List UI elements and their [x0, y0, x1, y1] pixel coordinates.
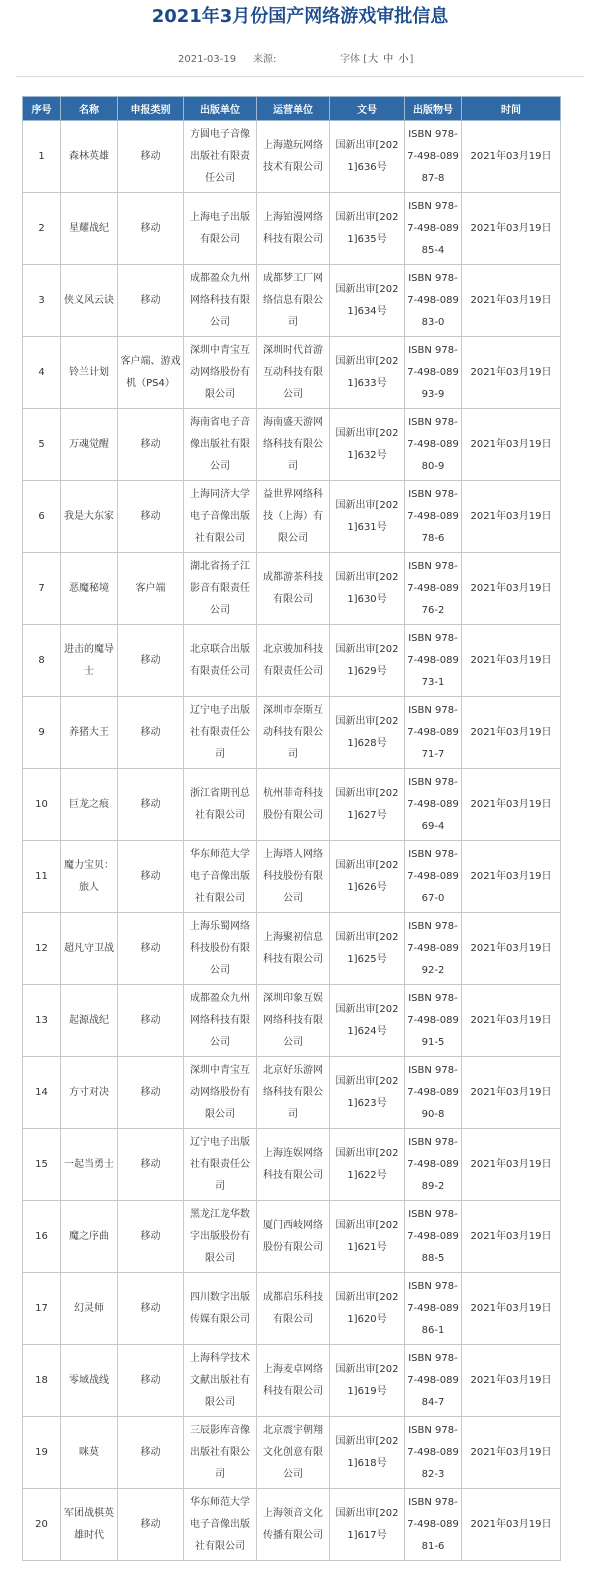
cell-operator: 厦门西岐网络股份有限公司 [257, 1201, 330, 1273]
cell-index: 3 [23, 265, 61, 337]
cell-date: 2021年03月19日 [462, 553, 561, 625]
table-row [23, 841, 561, 913]
table-row [23, 121, 561, 193]
cell-category: 移动 [118, 697, 184, 769]
header-index: 序号 [23, 97, 61, 121]
cell-approval-number: 国新出审[2021]631号 [330, 481, 405, 553]
table-row [23, 481, 561, 553]
cell-approval-number: 国新出审[2021]617号 [330, 1489, 405, 1561]
cell-publisher: 辽宁电子出版社有限责任公司 [184, 697, 257, 769]
cell-name: 军团战棋英雄时代 [61, 1489, 118, 1561]
cell-category: 移动 [118, 1345, 184, 1417]
cell-name: 养猪大王 [61, 697, 118, 769]
cell-name: 幻灵师 [61, 1273, 118, 1345]
cell-isbn: ISBN 978-7-498-08987-8 [405, 121, 462, 193]
cell-date: 2021年03月19日 [462, 1489, 561, 1561]
table-row [23, 1489, 561, 1561]
table-row [23, 985, 561, 1057]
font-bracket-close: ] [409, 54, 414, 65]
cell-index: 4 [23, 337, 61, 409]
cell-approval-number: 国新出审[2021]627号 [330, 769, 405, 841]
cell-approval-number: 国新出审[2021]629号 [330, 625, 405, 697]
cell-category: 移动 [118, 1273, 184, 1345]
cell-operator: 杭州菲奇科技股份有限公司 [257, 769, 330, 841]
cell-approval-number: 国新出审[2021]628号 [330, 697, 405, 769]
cell-category: 移动 [118, 1417, 184, 1489]
cell-isbn: ISBN 978-7-498-08980-9 [405, 409, 462, 481]
cell-publisher: 浙江省期刊总社有限公司 [184, 769, 257, 841]
cell-publisher: 华东师范大学电子音像出版社有限公司 [184, 841, 257, 913]
cell-index: 11 [23, 841, 61, 913]
header-publisher: 出版单位 [184, 97, 257, 121]
cell-category: 移动 [118, 769, 184, 841]
cell-approval-number: 国新出审[2021]618号 [330, 1417, 405, 1489]
page-title: 2021年3月份国产网络游戏审批信息 [151, 6, 449, 27]
cell-operator: 上海领音文化传播有限公司 [257, 1489, 330, 1561]
cell-category: 移动 [118, 265, 184, 337]
font-label: 字体 [340, 54, 360, 65]
cell-index: 13 [23, 985, 61, 1057]
cell-index: 8 [23, 625, 61, 697]
font-bracket-open: [ [363, 54, 368, 65]
cell-name: 超凡守卫战 [61, 913, 118, 985]
cell-date: 2021年03月19日 [462, 985, 561, 1057]
cell-name: 零域战线 [61, 1345, 118, 1417]
cell-isbn: ISBN 978-7-498-08978-6 [405, 481, 462, 553]
cell-category: 移动 [118, 625, 184, 697]
cell-approval-number: 国新出审[2021]634号 [330, 265, 405, 337]
cell-date: 2021年03月19日 [462, 265, 561, 337]
cell-approval-number: 国新出审[2021]619号 [330, 1345, 405, 1417]
cell-date: 2021年03月19日 [462, 1345, 561, 1417]
cell-date: 2021年03月19日 [462, 481, 561, 553]
cell-publisher: 北京联合出版有限责任公司 [184, 625, 257, 697]
cell-approval-number: 国新出审[2021]633号 [330, 337, 405, 409]
cell-approval-number: 国新出审[2021]632号 [330, 409, 405, 481]
cell-date: 2021年03月19日 [462, 121, 561, 193]
cell-name: 起源战纪 [61, 985, 118, 1057]
cell-operator: 深圳印象互娱网络科技有限公司 [257, 985, 330, 1057]
cell-isbn: ISBN 978-7-498-08981-6 [405, 1489, 462, 1561]
header-category: 申报类别 [118, 97, 184, 121]
cell-index: 6 [23, 481, 61, 553]
cell-index: 1 [23, 121, 61, 193]
cell-approval-number: 国新出审[2021]636号 [330, 121, 405, 193]
table-row [23, 553, 561, 625]
cell-category: 移动 [118, 481, 184, 553]
cell-name: 咪莫 [61, 1417, 118, 1489]
cell-date: 2021年03月19日 [462, 1201, 561, 1273]
cell-publisher: 华东师范大学电子音像出版社有限公司 [184, 1489, 257, 1561]
table-row [23, 697, 561, 769]
header-isbn: 出版物号 [405, 97, 462, 121]
cell-operator: 北京骏加科技有限责任公司 [257, 625, 330, 697]
cell-category: 客户端、游戏机（PS4） [118, 337, 184, 409]
cell-operator: 上海聚初信息科技有限公司 [257, 913, 330, 985]
table-row [23, 1129, 561, 1201]
cell-index: 16 [23, 1201, 61, 1273]
cell-publisher: 方圆电子音像出版社有限责任公司 [184, 121, 257, 193]
cell-operator: 上海塔人网络科技股份有限公司 [257, 841, 330, 913]
cell-date: 2021年03月19日 [462, 841, 561, 913]
cell-operator: 成都启乐科技有限公司 [257, 1273, 330, 1345]
cell-isbn: ISBN 978-7-498-08984-7 [405, 1345, 462, 1417]
cell-operator: 上海连娱网络科技有限公司 [257, 1129, 330, 1201]
cell-date: 2021年03月19日 [462, 1129, 561, 1201]
cell-name: 我是大东家 [61, 481, 118, 553]
cell-name: 方寸对决 [61, 1057, 118, 1129]
cell-publisher: 上海科学技术文献出版社有限公司 [184, 1345, 257, 1417]
cell-date: 2021年03月19日 [462, 1057, 561, 1129]
cell-publisher: 黑龙江龙华数字出版股份有限公司 [184, 1201, 257, 1273]
cell-category: 移动 [118, 193, 184, 265]
cell-publisher: 辽宁电子出版社有限责任公司 [184, 1129, 257, 1201]
cell-approval-number: 国新出审[2021]635号 [330, 193, 405, 265]
cell-category: 客户端 [118, 553, 184, 625]
cell-operator: 益世界网络科技（上海）有限公司 [257, 481, 330, 553]
header-name: 名称 [61, 97, 118, 121]
cell-name: 星耀战纪 [61, 193, 118, 265]
cell-approval-number: 国新出审[2021]621号 [330, 1201, 405, 1273]
cell-isbn: ISBN 978-7-498-08971-7 [405, 697, 462, 769]
cell-index: 15 [23, 1129, 61, 1201]
cell-publisher: 深圳中青宝互动网络股份有限公司 [184, 337, 257, 409]
table-row [23, 409, 561, 481]
cell-name: 铃兰计划 [61, 337, 118, 409]
cell-operator: 成都梦工厂网络信息有限公司 [257, 265, 330, 337]
header-approval-number: 文号 [330, 97, 405, 121]
publish-date: 2021-03-19 [178, 54, 237, 65]
font-size-small-link[interactable]: 小 [398, 54, 409, 65]
approval-table [22, 96, 561, 1561]
cell-isbn: ISBN 978-7-498-08982-3 [405, 1417, 462, 1489]
cell-category: 移动 [118, 121, 184, 193]
source-label: 来源: [253, 54, 277, 65]
cell-index: 17 [23, 1273, 61, 1345]
cell-operator: 深圳时代首游互动科技有限公司 [257, 337, 330, 409]
table-row [23, 769, 561, 841]
cell-name: 巨龙之痕 [61, 769, 118, 841]
cell-approval-number: 国新出审[2021]630号 [330, 553, 405, 625]
cell-operator: 北京好乐游网络科技有限公司 [257, 1057, 330, 1129]
cell-isbn: ISBN 978-7-498-08992-2 [405, 913, 462, 985]
table-header-row [23, 97, 561, 121]
cell-index: 7 [23, 553, 61, 625]
cell-publisher: 湖北省扬子江影音有限责任公司 [184, 553, 257, 625]
cell-publisher: 成都盈众九州网络科技有限公司 [184, 265, 257, 337]
cell-category: 移动 [118, 1489, 184, 1561]
font-size-switcher [340, 50, 413, 70]
cell-name: 森林英雄 [61, 121, 118, 193]
table-row [23, 1201, 561, 1273]
cell-category: 移动 [118, 1201, 184, 1273]
cell-index: 18 [23, 1345, 61, 1417]
cell-category: 移动 [118, 409, 184, 481]
header-date: 时间 [462, 97, 561, 121]
cell-operator: 上海铂漫网络科技有限公司 [257, 193, 330, 265]
table-row [23, 1057, 561, 1129]
article-meta [0, 50, 600, 70]
header-divider [16, 76, 584, 77]
cell-date: 2021年03月19日 [462, 409, 561, 481]
cell-date: 2021年03月19日 [462, 625, 561, 697]
cell-name: 万魂觉醒 [61, 409, 118, 481]
cell-date: 2021年03月19日 [462, 337, 561, 409]
cell-approval-number: 国新出审[2021]626号 [330, 841, 405, 913]
cell-index: 10 [23, 769, 61, 841]
cell-name: 魔力宝贝：旅人 [61, 841, 118, 913]
cell-index: 14 [23, 1057, 61, 1129]
cell-isbn: ISBN 978-7-498-08986-1 [405, 1273, 462, 1345]
cell-index: 12 [23, 913, 61, 985]
cell-approval-number: 国新出审[2021]623号 [330, 1057, 405, 1129]
cell-approval-number: 国新出审[2021]622号 [330, 1129, 405, 1201]
cell-index: 20 [23, 1489, 61, 1561]
cell-name: 魔之序曲 [61, 1201, 118, 1273]
cell-date: 2021年03月19日 [462, 913, 561, 985]
cell-publisher: 上海乐蜀网络科技股份有限公司 [184, 913, 257, 985]
cell-publisher: 三辰影库音像出版社有限公司 [184, 1417, 257, 1489]
header-operator: 运营单位 [257, 97, 330, 121]
cell-publisher: 上海同济大学电子音像出版社有限公司 [184, 481, 257, 553]
cell-isbn: ISBN 978-7-498-08991-5 [405, 985, 462, 1057]
font-size-medium-link[interactable]: 中 [383, 54, 394, 65]
cell-date: 2021年03月19日 [462, 697, 561, 769]
cell-isbn: ISBN 978-7-498-08989-2 [405, 1129, 462, 1201]
cell-operator: 海南盛天游网络科技有限公司 [257, 409, 330, 481]
cell-category: 移动 [118, 841, 184, 913]
cell-isbn: ISBN 978-7-498-08969-4 [405, 769, 462, 841]
cell-name: 一起当勇士 [61, 1129, 118, 1201]
cell-date: 2021年03月19日 [462, 1273, 561, 1345]
table-row [23, 625, 561, 697]
cell-approval-number: 国新出审[2021]624号 [330, 985, 405, 1057]
cell-category: 移动 [118, 1057, 184, 1129]
cell-approval-number: 国新出审[2021]625号 [330, 913, 405, 985]
cell-isbn: ISBN 978-7-498-08973-1 [405, 625, 462, 697]
table-row [23, 1417, 561, 1489]
cell-index: 9 [23, 697, 61, 769]
cell-isbn: ISBN 978-7-498-08983-0 [405, 265, 462, 337]
cell-index: 2 [23, 193, 61, 265]
cell-isbn: ISBN 978-7-498-08990-8 [405, 1057, 462, 1129]
cell-publisher: 海南省电子音像出版社有限公司 [184, 409, 257, 481]
cell-publisher: 成都盈众九州网络科技有限公司 [184, 985, 257, 1057]
cell-date: 2021年03月19日 [462, 193, 561, 265]
cell-isbn: ISBN 978-7-498-08988-5 [405, 1201, 462, 1273]
cell-index: 19 [23, 1417, 61, 1489]
cell-name: 侠义风云诀 [61, 265, 118, 337]
cell-category: 移动 [118, 913, 184, 985]
cell-approval-number: 国新出审[2021]620号 [330, 1273, 405, 1345]
cell-publisher: 上海电子出版有限公司 [184, 193, 257, 265]
cell-isbn: ISBN 978-7-498-08985-4 [405, 193, 462, 265]
cell-operator: 上海麦卓网络科技有限公司 [257, 1345, 330, 1417]
cell-operator: 上海遨玩网络技术有限公司 [257, 121, 330, 193]
cell-name: 恶魔秘境 [61, 553, 118, 625]
cell-isbn: ISBN 978-7-498-08967-0 [405, 841, 462, 913]
cell-publisher: 深圳中青宝互动网络股份有限公司 [184, 1057, 257, 1129]
cell-isbn: ISBN 978-7-498-08993-9 [405, 337, 462, 409]
table-row [23, 265, 561, 337]
cell-category: 移动 [118, 985, 184, 1057]
cell-category: 移动 [118, 1129, 184, 1201]
table-row [23, 1273, 561, 1345]
cell-index: 5 [23, 409, 61, 481]
cell-name: 进击的魔导士 [61, 625, 118, 697]
cell-isbn: ISBN 978-7-498-08976-2 [405, 553, 462, 625]
cell-date: 2021年03月19日 [462, 1417, 561, 1489]
table-row [23, 913, 561, 985]
cell-publisher: 四川数字出版传媒有限公司 [184, 1273, 257, 1345]
cell-operator: 北京震宇朝翔文化创意有限公司 [257, 1417, 330, 1489]
table-row [23, 337, 561, 409]
table-row [23, 1345, 561, 1417]
table-row [23, 193, 561, 265]
font-size-large-link[interactable]: 大 [368, 54, 379, 65]
table-body [23, 121, 561, 1561]
cell-operator: 深圳市奈斯互动科技有限公司 [257, 697, 330, 769]
cell-operator: 成都游茶科技有限公司 [257, 553, 330, 625]
cell-date: 2021年03月19日 [462, 769, 561, 841]
